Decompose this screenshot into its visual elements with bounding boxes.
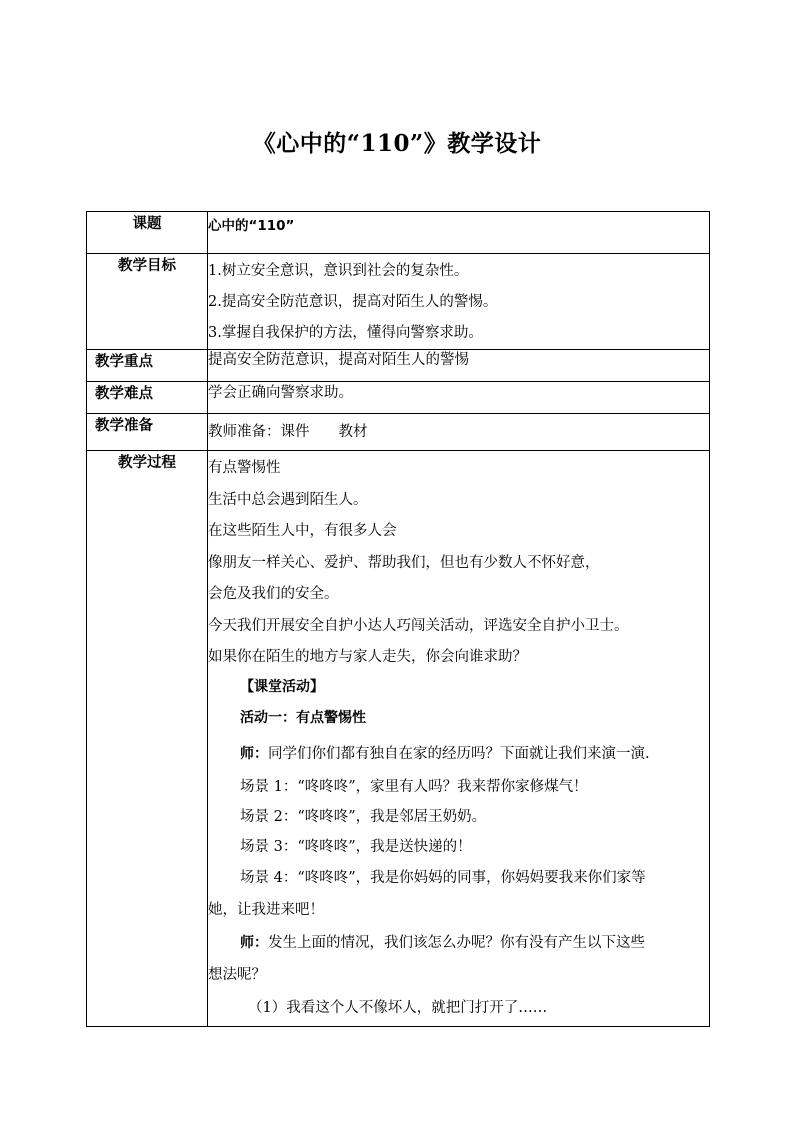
scene-line: 场景 1：“咚咚咚”，家里有人吗？我来帮你家修煤气！	[240, 778, 588, 795]
value-process	[208, 451, 710, 1027]
row-topic	[87, 212, 710, 254]
row-key-point	[87, 350, 710, 382]
scene-line: 场景 3：“咚咚咚”，我是送快递的！	[240, 838, 472, 855]
objective-item: 3.掌握自我保护的方法，懂得向警察求助。	[208, 325, 483, 341]
label-process: 教学过程	[87, 451, 208, 1027]
value-objectives	[208, 254, 710, 350]
value-key-point	[208, 350, 710, 382]
activity-header: 【课堂活动】	[240, 678, 324, 695]
option-line: （1）我看这个人不像坏人，就把门打开了……	[248, 999, 548, 1016]
row-difficulty	[87, 382, 710, 414]
difficulty-text: 学会正确向警察求助。	[208, 385, 353, 401]
teacher-line-1-text: 同学们你们都有独自在家的经历吗？下面就让我们来演一演.	[268, 745, 650, 762]
process-intro-line: 在这些陌生人中，有很多人会	[208, 523, 397, 539]
topic-text: 心中的“110”	[208, 218, 295, 234]
teacher-label: 师：	[240, 745, 268, 762]
process-intro-line: 有点警惕性	[208, 460, 281, 476]
row-objectives	[87, 254, 710, 350]
label-objectives: 教学目标	[87, 254, 208, 350]
scene-4-line-2: 她，让我进来吧！	[208, 901, 324, 918]
process-intro-line: 今天我们开展安全自护小达人巧闯关活动，评选安全自护小卫士。	[208, 617, 629, 634]
row-process	[87, 451, 710, 1027]
preparation-text: 教师准备：课件 教材	[208, 424, 368, 440]
process-intro-line: 如果你在陌生的地方与家人走失，你会向谁求助？	[208, 649, 527, 665]
teacher-line-2-text: 发生上面的情况，我们该怎么办呢？你有没有产生以下这些	[268, 934, 645, 951]
row-preparation	[87, 414, 710, 451]
process-intro-line: 生活中总会遇到陌生人。	[208, 491, 368, 508]
value-topic	[208, 212, 710, 254]
teacher-label: 师：	[240, 934, 268, 951]
value-difficulty	[208, 382, 710, 414]
scene-line: 场景 2：“咚咚咚”，我是邻居王奶奶。	[240, 808, 487, 825]
label-key-point: 教学重点	[87, 350, 208, 382]
objective-item: 2.提高安全防范意识，提高对陌生人的警惕。	[208, 294, 498, 310]
teacher-line-1	[208, 736, 709, 772]
process-intro-line: 像朋友一样关心、爱护、帮助我们，但也有少数人不怀好意，	[208, 554, 600, 571]
lesson-plan-table	[86, 211, 710, 1027]
teacher-line-2	[208, 926, 709, 960]
document-title: 《心中的“110”》教学设计	[252, 130, 542, 157]
label-preparation: 教学准备	[87, 414, 208, 451]
label-topic: 课题	[87, 212, 208, 254]
objective-item: 1.树立安全意识，意识到社会的复杂性。	[208, 263, 469, 279]
key-point-text: 提高安全防范意识，提高对陌生人的警惕	[208, 352, 469, 368]
teacher-line-2b: 想法呢？	[208, 966, 266, 983]
activity-one-title: 活动一：有点警惕性	[240, 709, 366, 726]
label-difficulty: 教学难点	[87, 382, 208, 414]
value-preparation	[208, 414, 710, 451]
scene-4-line-1: 场景 4：“咚咚咚”，我是你妈妈的同事，你妈妈要我来你们家等	[240, 869, 646, 886]
process-intro-line: 会危及我们的安全。	[208, 586, 339, 602]
